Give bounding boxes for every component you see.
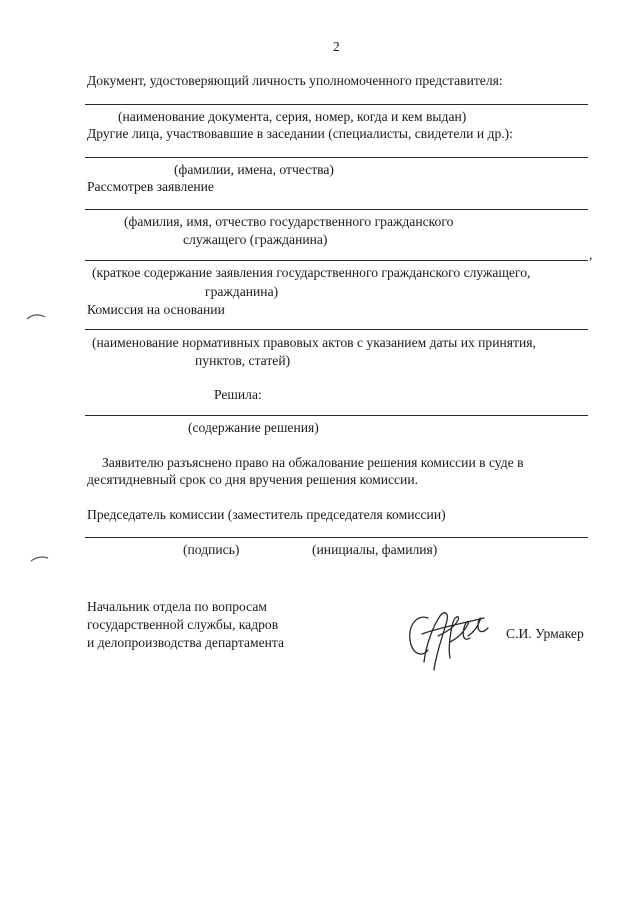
basis-hint-line1: (наименование нормативных правовых актов с указанием даты их принятия, [92,335,536,350]
reviewed-hint-line1: (фамилия, имя, отчество государственного гражданского [124,214,454,229]
appeal-line2: десятидневный срок со дня вручения решения комиссии. [87,472,418,487]
head-title-line1: Начальник отдела по вопросам [87,599,268,614]
representative-doc-hint: (наименование документа, серия, номер, когда и кем выдан) [118,109,467,124]
summary-line [85,260,588,261]
chairman-label: Председатель комиссии (заместитель председателя комиссии) [87,507,446,522]
decision-line [85,415,588,416]
reviewed-label: Рассмотрев заявление [87,179,214,194]
head-title-line3: и делопроизводства департамента [87,635,285,650]
appeal-line1: Заявителю разъяснено право на обжалование решения комиссии в суде в [102,455,524,470]
other-persons-hint: (фамилии, имена, отчества) [174,162,334,177]
signature-hint: (подпись) [183,542,240,557]
summary-comma: , [589,247,593,262]
representative-doc-label: Документ, удостоверяющий личность уполномоченного представителя: [87,73,503,88]
margin-pencil-mark-2 [29,552,51,564]
margin-pencil-mark [25,310,47,322]
decided-label: Решила: [214,387,262,402]
basis-label: Комиссия на основании [87,302,225,317]
representative-doc-line [85,104,588,105]
reviewed-hint-line2: служащего (гражданина) [183,232,328,247]
head-name: С.И. Урмакер [506,626,584,641]
summary-hint-line2: гражданина) [205,284,279,299]
basis-hint-line2: пунктов, статей) [195,353,291,368]
other-persons-label: Другие лица, участвовавшие в заседании (специалисты, свидетели и др.): [87,126,513,141]
other-persons-line [85,157,588,158]
initials-hint: (инициалы, фамилия) [312,542,438,557]
chairman-signature-line [85,537,588,538]
reviewed-line [85,209,588,210]
decision-hint: (содержание решения) [188,420,319,435]
summary-hint-line1: (краткое содержание заявления государственного гражданского служащего, [92,265,531,280]
handwritten-signature [398,598,496,676]
basis-line [85,329,588,330]
head-title-line2: государственной службы, кадров [87,617,279,632]
page-number: 2 [333,39,340,54]
